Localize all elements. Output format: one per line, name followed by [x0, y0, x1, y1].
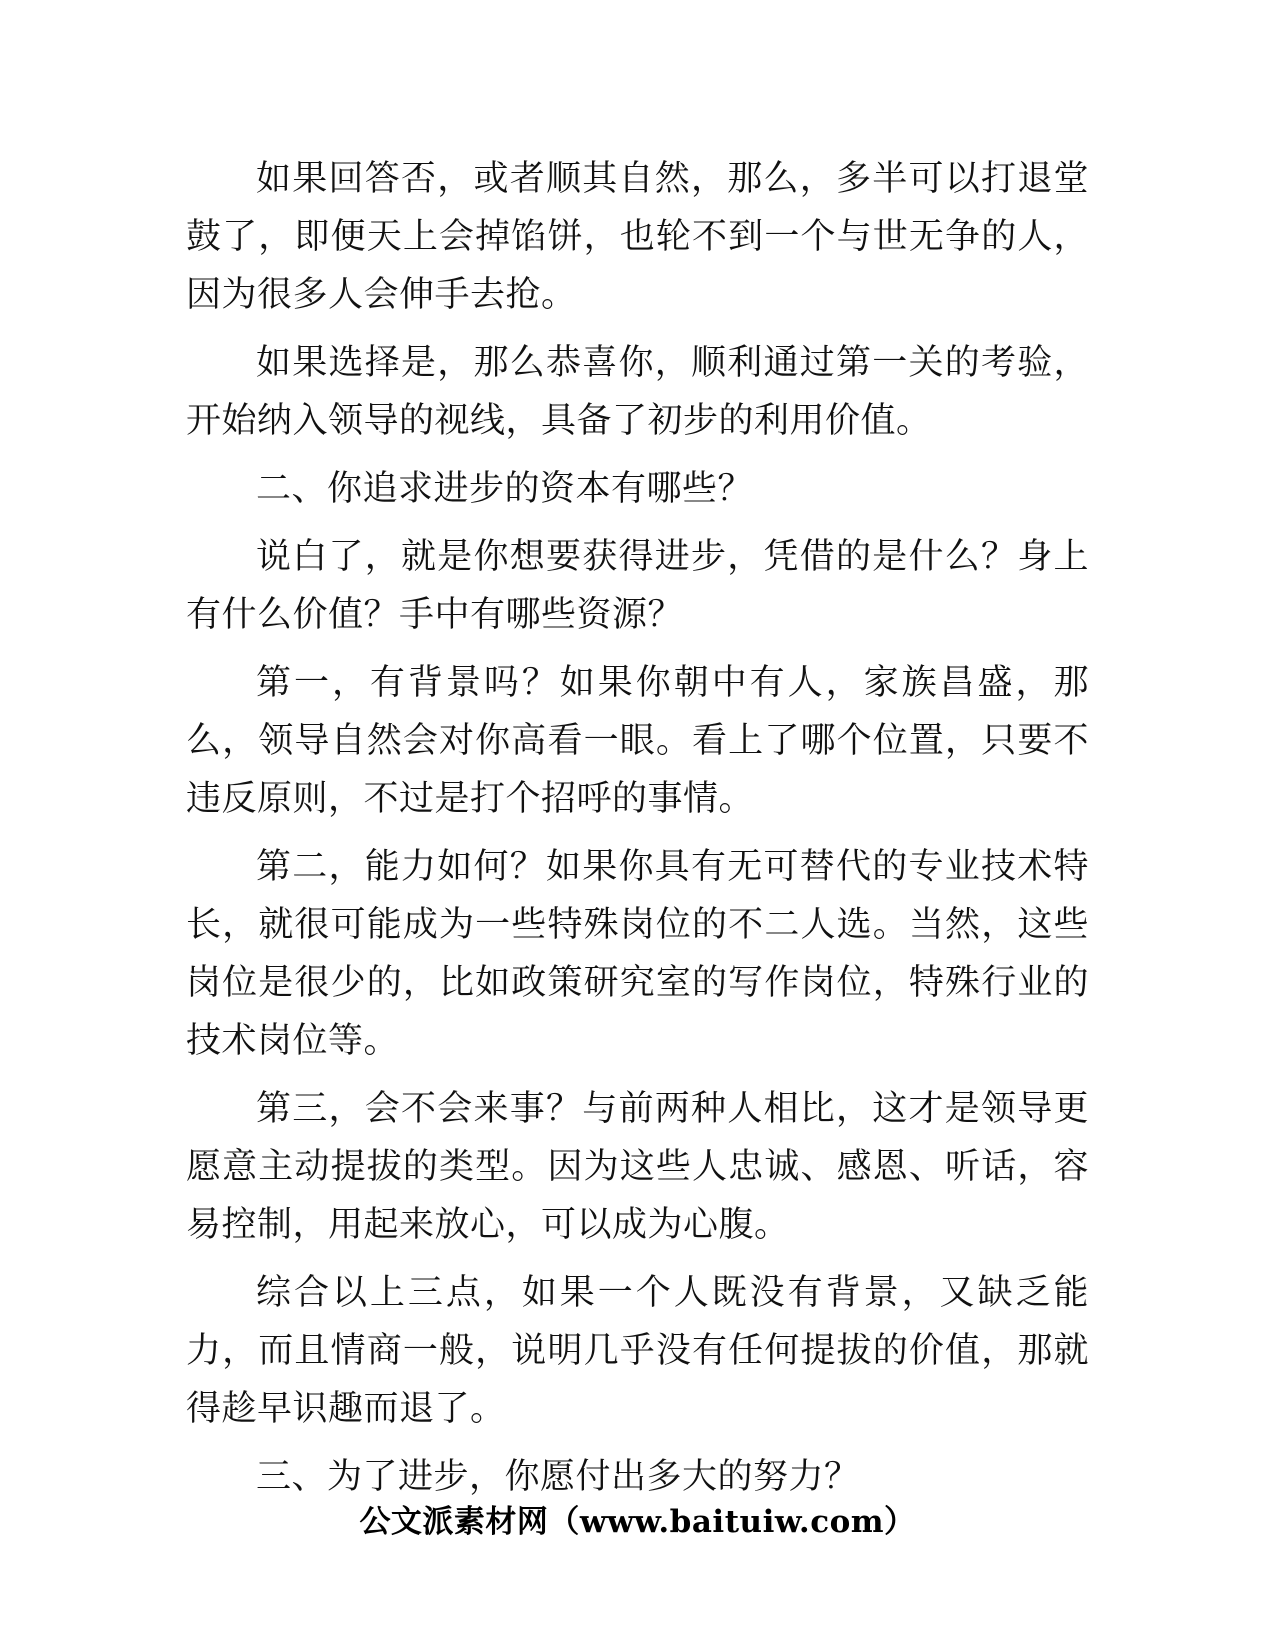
paragraph: 如果选择是，那么恭喜你，顺利通过第一关的考验，开始纳入领导的视线，具备了初步的利用价值。: [186, 343, 1089, 441]
paragraph: 第三，会不会来事？与前两种人相比，这才是领导更愿意主动提拔的类型。因为这些人忠诚、感恩、听话，容易控制，用起来放心，可以成为心腹。: [186, 1089, 1089, 1245]
paragraph: 说白了，就是你想要获得进步，凭借的是什么？身上有什么价值？手中有哪些资源？: [186, 537, 1089, 635]
paragraph: 综合以上三点，如果一个人既没有背景，又缺乏能力，而且情商一般，说明几乎没有任何提拔的价值，那就得趁早识趣而退了。: [186, 1273, 1089, 1429]
page-footer: 公文派素材网（www.baituiw.com）: [359, 1504, 916, 1540]
section-heading: 三、为了进步，你愿付出多大的努力？: [256, 1457, 860, 1497]
paragraph: 如果回答否，或者顺其自然，那么，多半可以打退堂鼓了，即便天上会掉馅饼，也轮不到一个与世无争的人，因为很多人会伸手去抢。: [186, 159, 1089, 315]
document-body: [186, 150, 1089, 1516]
paragraph: 第二，能力如何？如果你具有无可替代的专业技术特长，就很可能成为一些特殊岗位的不二人选。当然，这些岗位是很少的，比如政策研究室的写作岗位，特殊行业的技术岗位等。: [186, 847, 1089, 1061]
paragraph: 第一，有背景吗？如果你朝中有人，家族昌盛，那么，领导自然会对你高看一眼。看上了哪个位置，只要不违反原则，不过是打个招呼的事情。: [186, 663, 1089, 819]
section-heading: 二、你追求进步的资本有哪些？: [256, 469, 754, 509]
